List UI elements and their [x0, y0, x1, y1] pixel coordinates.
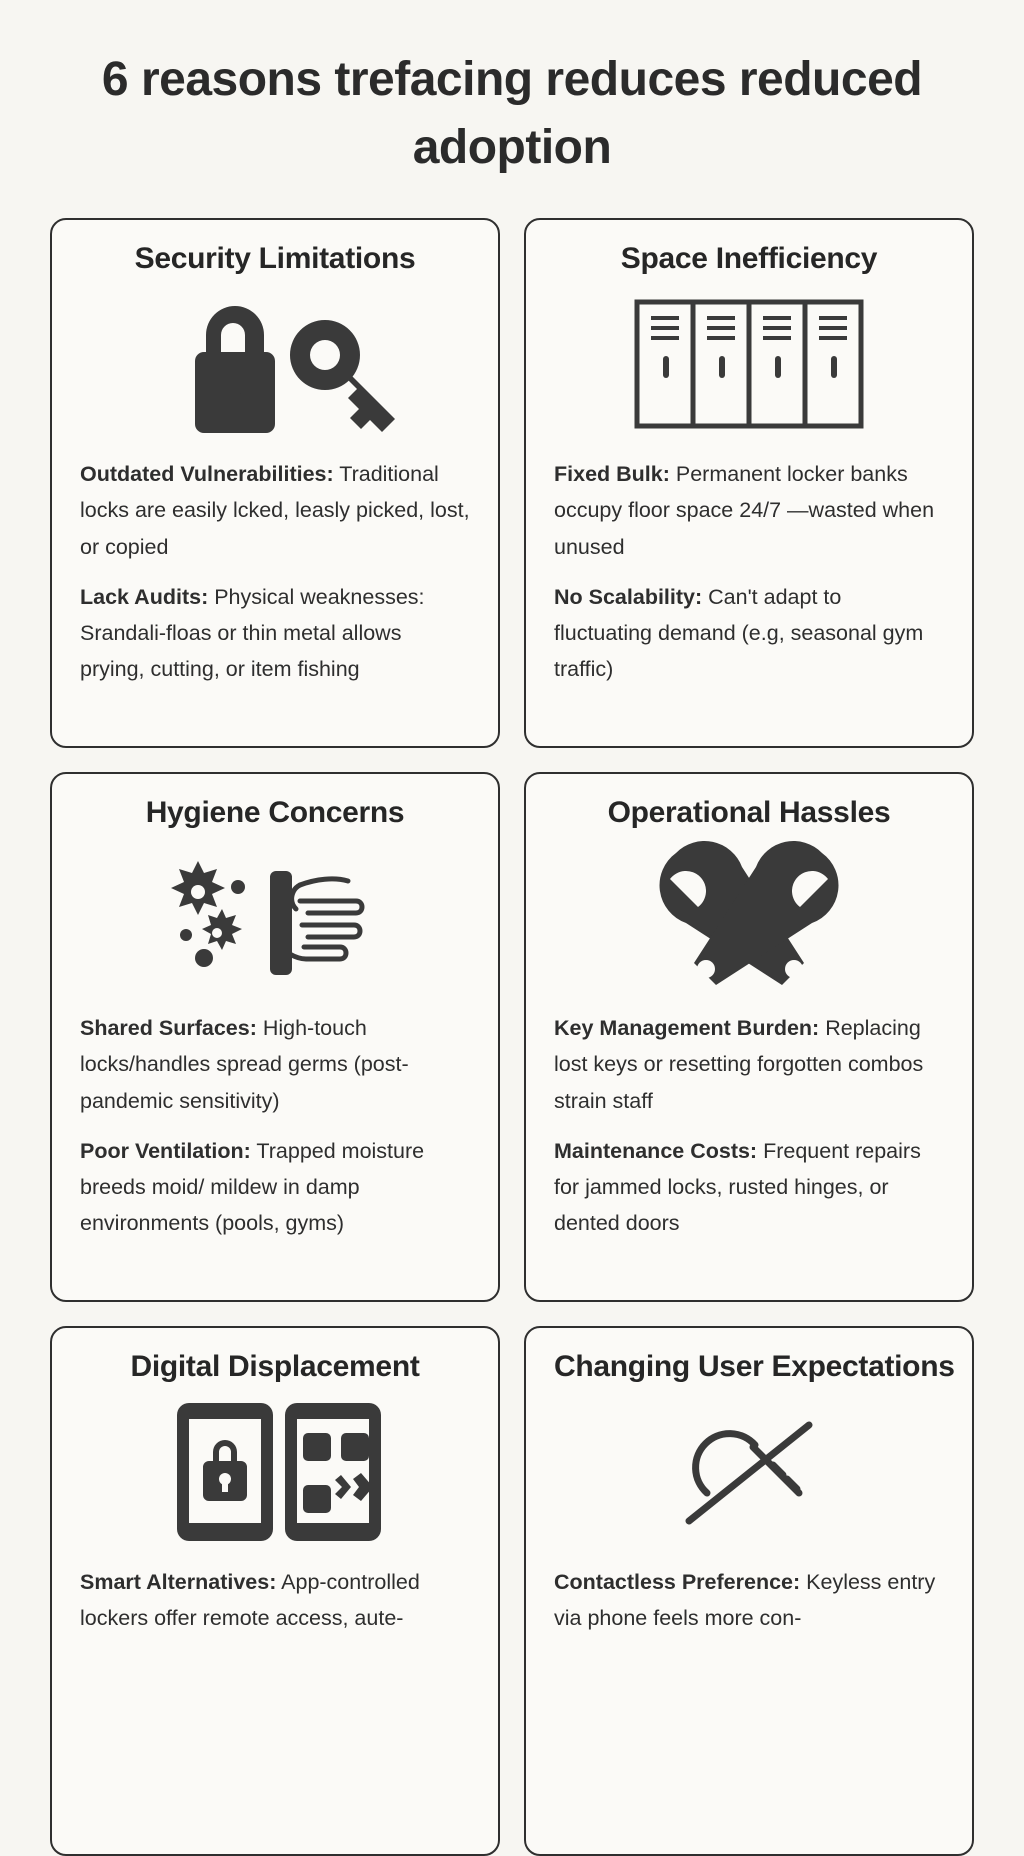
bullet-item	[554, 456, 944, 564]
card-bullets	[80, 1564, 470, 1636]
bullet-lead: Contactless Preference:	[554, 1570, 801, 1595]
card-title: Changing User Expectations	[554, 1350, 955, 1384]
smartphone-lock-and-keypad-icon	[80, 1390, 470, 1554]
bullet-text: Keyless entry via phone feels more con-	[554, 1570, 936, 1631]
card-space-inefficiency	[524, 218, 974, 748]
bullet-item	[554, 1564, 944, 1636]
germs-and-hand-icon	[80, 836, 470, 1000]
bullet-text: Can't adapt to fluctuating demand (e.g, seasonal gym traffic)	[554, 584, 924, 681]
bullet-item	[80, 1133, 470, 1241]
bullet-text: Traditional locks are easily lcked, leasly picked, lost, or copied	[80, 462, 470, 559]
card-title: Digital Displacement	[130, 1350, 420, 1384]
bullet-lead: Lack Audits:	[80, 584, 209, 609]
bullet-lead: Shared Surfaces:	[80, 1016, 257, 1041]
page-title: 6 reasons trefacing reduces reduced adoption	[101, 53, 923, 175]
bullet-item	[554, 579, 944, 687]
bullet-text: Trapped moisture breeds moid/ mildew in damp environments (pools, gyms)	[80, 1138, 425, 1235]
card-digital-displacement	[50, 1326, 500, 1856]
card-hygiene-concerns	[50, 772, 500, 1302]
card-changing-user-expectations	[524, 1326, 974, 1856]
bullet-lead: Smart Alternatives:	[80, 1570, 277, 1595]
bullet-text: Frequent repairs for jammed locks, rusted hinges, or dented doors	[554, 1138, 921, 1235]
bullet-lead: Maintenance Costs:	[554, 1138, 758, 1163]
bullet-lead: Fixed Bulk:	[554, 462, 670, 487]
padlock-and-key-icon	[80, 282, 470, 446]
card-title: Operational Hassles	[607, 796, 891, 830]
bullet-text: Replacing lost keys or resetting forgotten combos strain staff	[554, 1016, 924, 1113]
bullet-lead: No Scalability:	[554, 584, 703, 609]
locker-bank-icon	[554, 282, 944, 446]
card-bullets	[80, 1010, 470, 1241]
bullet-text: High-touch locks/handles spread germs (post-pandemic sensitivity)	[80, 1016, 409, 1113]
no-key-crossed-out-icon	[554, 1390, 944, 1554]
bullet-text: Physical weaknesses: Srandali-floas or thin metal allows prying, cutting, or item fishing	[80, 584, 425, 681]
bullet-lead: Poor Ventilation:	[80, 1138, 251, 1163]
card-title: Hygiene Concerns	[145, 796, 405, 830]
bullet-lead: Key Management Burden:	[554, 1016, 820, 1041]
card-title: Space Inefficiency	[620, 242, 878, 276]
card-security-limitations	[50, 218, 500, 748]
bullet-item	[554, 1133, 944, 1241]
bullet-text: Permanent locker banks occupy floor space 24/7 —wasted when unused	[554, 462, 935, 559]
bullet-item	[80, 579, 470, 687]
bullet-item	[80, 1010, 470, 1118]
card-title: Security Limitations	[134, 242, 416, 276]
bullet-item	[80, 1564, 470, 1636]
card-bullets	[554, 456, 944, 687]
bullet-text: App-controlled lockers offer remote access, aute-	[80, 1570, 420, 1631]
card-bullets	[80, 456, 470, 687]
bullet-item	[554, 1010, 944, 1118]
cards-grid	[50, 218, 974, 1856]
card-bullets	[554, 1564, 944, 1636]
wrench-and-screwdriver-icon	[554, 836, 944, 1000]
card-operational-hassles	[524, 772, 974, 1302]
bullet-lead: Outdated Vulnerabilities:	[80, 462, 334, 487]
bullet-item	[80, 456, 470, 564]
card-bullets	[554, 1010, 944, 1241]
